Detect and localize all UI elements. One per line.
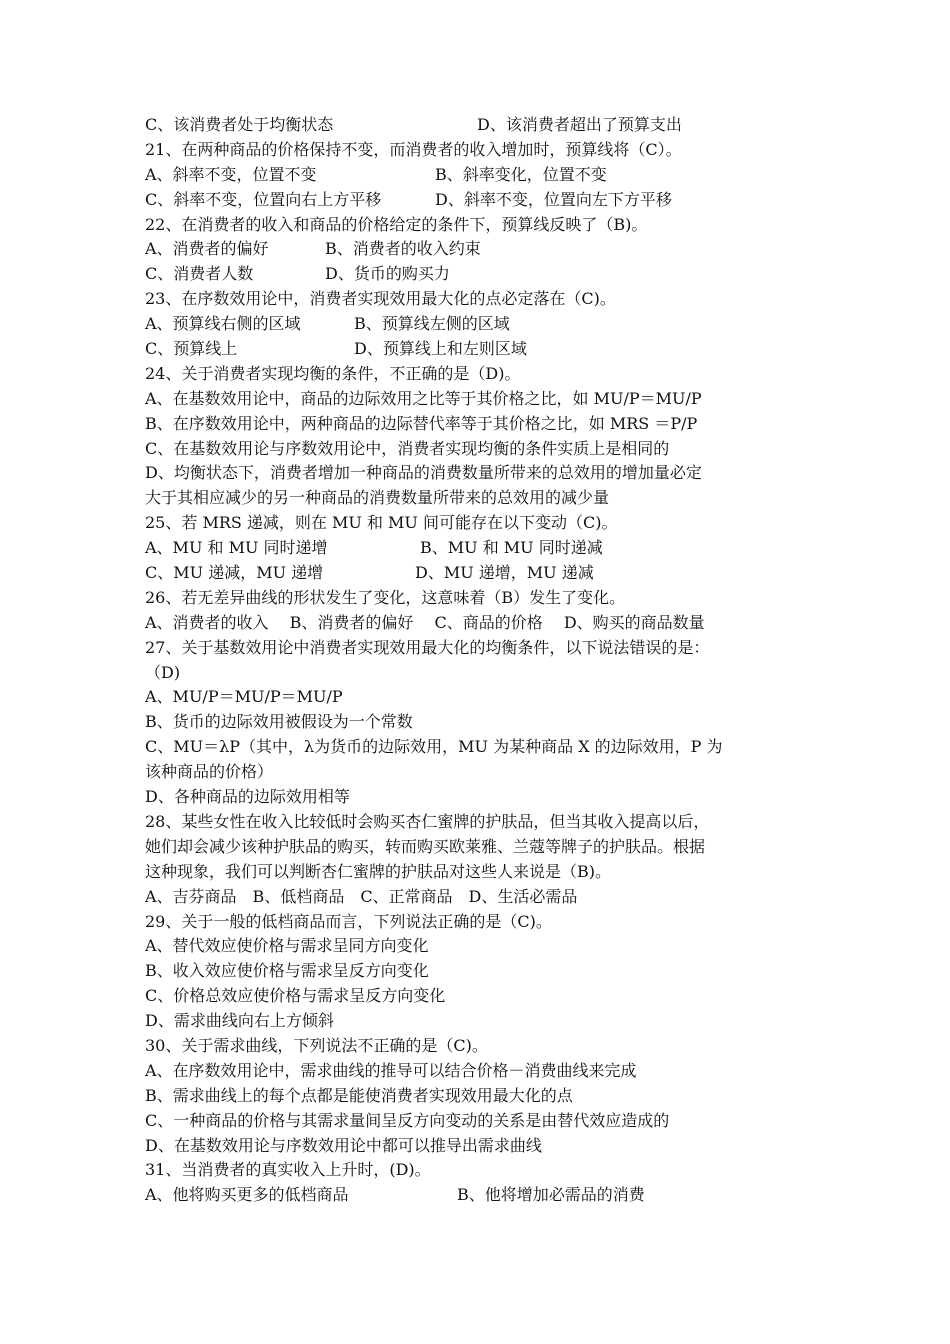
text-line: 该种商品的价格） [145, 762, 274, 782]
text-line: 这种现象，我们可以判断杏仁蜜牌的护肤品对这些人来说是（B)。 [145, 861, 612, 881]
text-line [145, 262, 810, 287]
text-line [145, 312, 810, 337]
text-line: 25、若 MRS 递减，则在 MU 和 MU 间可能存在以下变动（C)。 [145, 513, 618, 533]
text-line: （D) [145, 662, 181, 682]
option-left: A、他将购买更多的低档商品 [145, 1185, 349, 1205]
text-line: 大于其相应减少的另一种商品的消费数量所带来的总效用的减少量 [145, 488, 610, 508]
option-left: C、消费者人数 [145, 264, 254, 284]
option-right: D、该消费者超出了预算支出 [477, 115, 682, 134]
text-line: C、一种商品的价格与其需求量间呈反方向变动的关系是由替代效应造成的 [145, 1110, 670, 1130]
text-line: 她们却会减少该种护肤品的购买，转而购买欧莱雅、兰蔻等牌子的护肤品。根据 [145, 836, 706, 856]
text-line: 27、关于基数效用论中消费者实现效用最大化的均衡条件，以下说法错误的是： [145, 637, 710, 657]
text-line: A、吉芬商品 B、低档商品 C、正常商品 D、生活必需品 [145, 886, 578, 906]
text-line: 31、当消费者的真实收入上升时，(D)。 [145, 1160, 431, 1180]
text-line [145, 337, 810, 362]
text-line: 23、在序数效用论中，消费者实现效用最大化的点必定落在（C)。 [145, 289, 616, 309]
option-left: A、预算线右侧的区域 [145, 314, 301, 334]
text-line: B、货币的边际效用被假设为一个常数 [145, 712, 413, 732]
text-line [145, 536, 810, 561]
option-right: D、斜率不变，位置向左下方平移 [435, 189, 672, 209]
text-line [145, 1183, 810, 1208]
text-line [145, 237, 810, 262]
option-left: C、该消费者处于均衡状态 [145, 115, 334, 134]
option-right: B、MU 和 MU 同时递减 [420, 538, 603, 558]
option-left: A、MU 和 MU 同时递增 [145, 538, 328, 558]
text-line: A、消费者的收入 B、消费者的偏好 C、商品的价格 D、购买的商品数量 [145, 612, 705, 632]
text-line: A、在序数效用论中，需求曲线的推导可以结合价格－消费曲线来完成 [145, 1060, 637, 1080]
option-right: B、预算线左侧的区域 [354, 314, 510, 334]
document-body [145, 113, 810, 1208]
text-line: 26、若无差异曲线的形状发生了变化，这意味着（B）发生了变化。 [145, 587, 626, 607]
text-line: C、MU＝λP（其中，λ为货币的边际效用，MU 为某种商品 X 的边际效用，P 为 [145, 737, 723, 757]
text-line: B、需求曲线上的每个点都是能使消费者实现效用最大化的点 [145, 1085, 573, 1105]
text-line [145, 163, 810, 188]
text-line: 22、在消费者的收入和商品的价格给定的条件下，预算线反映了（B)。 [145, 214, 648, 234]
text-line: 29、关于一般的低档商品而言，下列说法正确的是（C)。 [145, 911, 552, 931]
option-right: B、他将增加必需品的消费 [457, 1185, 645, 1205]
option-left: A、斜率不变，位置不变 [145, 164, 317, 184]
option-left: A、消费者的偏好 [145, 239, 269, 259]
text-line: D、均衡状态下，消费者增加一种商品的消费数量所带来的总效用的增加量必定 [145, 463, 702, 483]
option-left: C、MU 递减，MU 递增 [145, 563, 324, 583]
option-right: B、消费者的收入约束 [325, 239, 481, 259]
text-line: B、收入效应使价格与需求呈反方向变化 [145, 961, 429, 981]
text-line: 30、关于需求曲线，下列说法不正确的是（C)。 [145, 1035, 488, 1055]
option-right: D、预算线上和左则区域 [354, 339, 527, 359]
text-line: 24、关于消费者实现均衡的条件，不正确的是（D)。 [145, 363, 521, 383]
text-line: D、需求曲线向右上方倾斜 [145, 1011, 334, 1031]
text-line: A、MU/P＝MU/P＝MU/P [145, 687, 343, 707]
text-line: B、在序数效用论中，两种商品的边际替代率等于其价格之比，如 MRS ＝P/P [145, 413, 698, 433]
text-line: C、价格总效应使价格与需求呈反方向变化 [145, 986, 446, 1006]
text-line: 28、某些女性在收入比较低时会购买杏仁蜜牌的护肤品，但当其收入提高以后， [145, 811, 710, 831]
text-line: D、在基数效用论与序数效用论中都可以推导出需求曲线 [145, 1135, 542, 1155]
option-left: C、预算线上 [145, 339, 238, 359]
text-line: A、替代效应使价格与需求呈同方向变化 [145, 936, 429, 956]
option-right: B、斜率变化，位置不变 [435, 164, 607, 184]
option-right: D、MU 递增，MU 递减 [415, 563, 594, 583]
text-line [145, 561, 810, 586]
option-right: D、货币的购买力 [325, 264, 450, 284]
text-line: A、在基数效用论中，商品的边际效用之比等于其价格之比，如 MU/P＝MU/P [145, 388, 702, 408]
text-line: 21、在两种商品的价格保持不变，而消费者的收入增加时，预算线将（C）。 [145, 139, 682, 159]
text-line: C、在基数效用论与序数效用论中，消费者实现均衡的条件实质上是相同的 [145, 438, 670, 458]
option-left: C、斜率不变，位置向右上方平移 [145, 189, 382, 209]
text-line [145, 113, 810, 138]
text-line [145, 188, 810, 213]
text-line: D、各种商品的边际效用相等 [145, 787, 350, 807]
